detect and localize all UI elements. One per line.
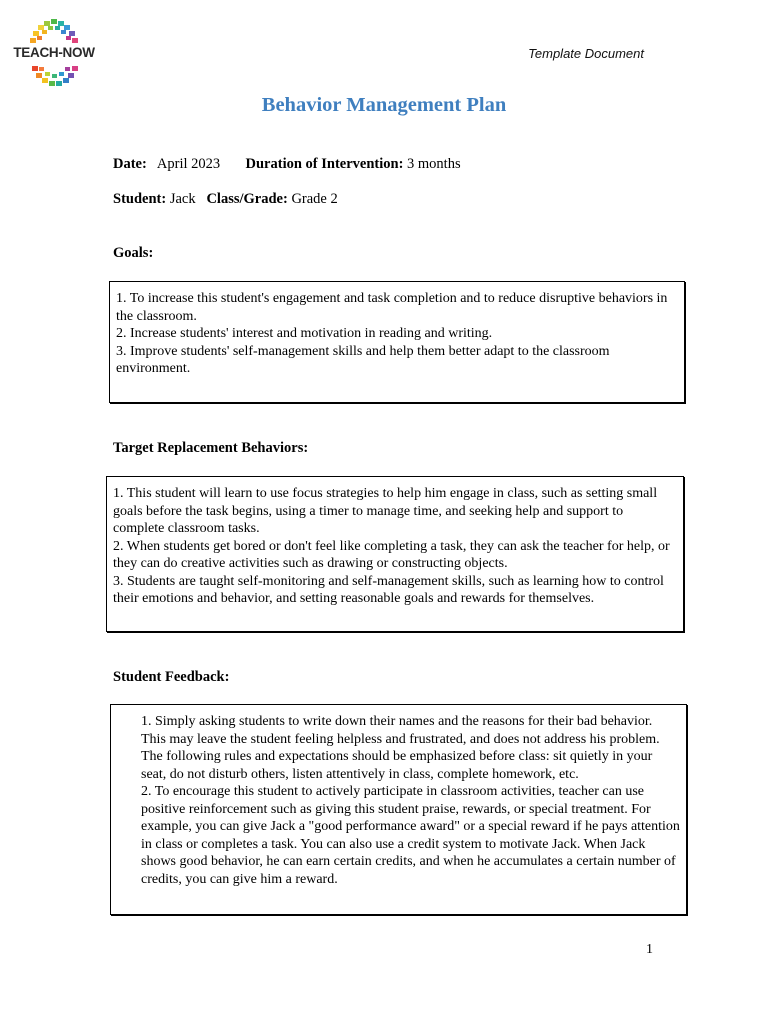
class-label: Class/Grade: <box>206 191 288 207</box>
student-label: Student: <box>113 191 167 207</box>
goal-item: 1. To increase this student's engagement and task completion and to reduce disruptive behaviors in the classroom. <box>116 291 668 324</box>
student-feedback-heading: Student Feedback: <box>113 669 230 685</box>
replacement-item: 2. When students get bored or don't feel like completing a task, they can ask the teacher for help, or they can do creative activities such as drawing or constructing objects. <box>113 538 670 571</box>
feedback-item: 1. Simply asking students to write down their names and the reasons for their bad behavior. This may leave the student feeling helpless and frustrated, and does not address his problem. The following rules and expectations should be emphasized before class: sit quietly in your seat, do not disturb others, listen attentively in class, complete homework, etc. <box>141 714 660 782</box>
student-value: Jack <box>169 191 196 207</box>
duration-value: 3 months <box>407 156 461 172</box>
page-title: Behavior Management Plan <box>261 94 507 116</box>
date-value: April 2023 <box>156 156 221 172</box>
page-number: 1 <box>646 942 653 957</box>
logo-text: TEACH-NOW <box>13 45 95 60</box>
date-label: Date: <box>113 156 147 172</box>
student-class-line <box>113 191 338 208</box>
template-document-label: Template Document <box>528 46 644 61</box>
replacement-item: 1. This student will learn to use focus strategies to help him engage in class, such as setting small goals before the task begins, using a timer to manage time, and seeking help and support to complete classroom tasks. <box>113 486 658 536</box>
replacement-behaviors-heading: Target Replacement Behaviors: <box>113 440 309 456</box>
goals-box <box>109 281 685 403</box>
date-duration-line <box>113 156 461 173</box>
goal-item: 2. Increase students' interest and motivation in reading and writing. <box>116 326 493 341</box>
goal-item: 3. Improve students' self-management skills and help them better adapt to the classroom environment. <box>116 343 610 376</box>
duration-label: Duration of Intervention: <box>245 156 404 172</box>
student-feedback-box <box>110 704 687 915</box>
class-value: Grade 2 <box>291 191 338 207</box>
goals-heading: Goals: <box>113 245 154 261</box>
teach-now-logo <box>6 14 102 94</box>
replacement-behaviors-box <box>106 476 684 632</box>
feedback-item: 2. To encourage this student to actively participate in classroom activities, teacher can use positive reinforcement such as giving this student praise, rewards, or special treatment. For example, you can give Jack a "good performance award" or a special reward if he pays attention in class or completes a task. You can also use a credit system to motivate Jack. When Jack shows good behavior, he can earn certain credits, and when he accumulates a certain number of credits, you can give him a reward. <box>141 784 680 887</box>
replacement-item: 3. Students are taught self-monitoring and self-management skills, such as learning how to control their emotions and behavior, and setting reasonable goals and rewards for themselves. <box>113 573 664 606</box>
